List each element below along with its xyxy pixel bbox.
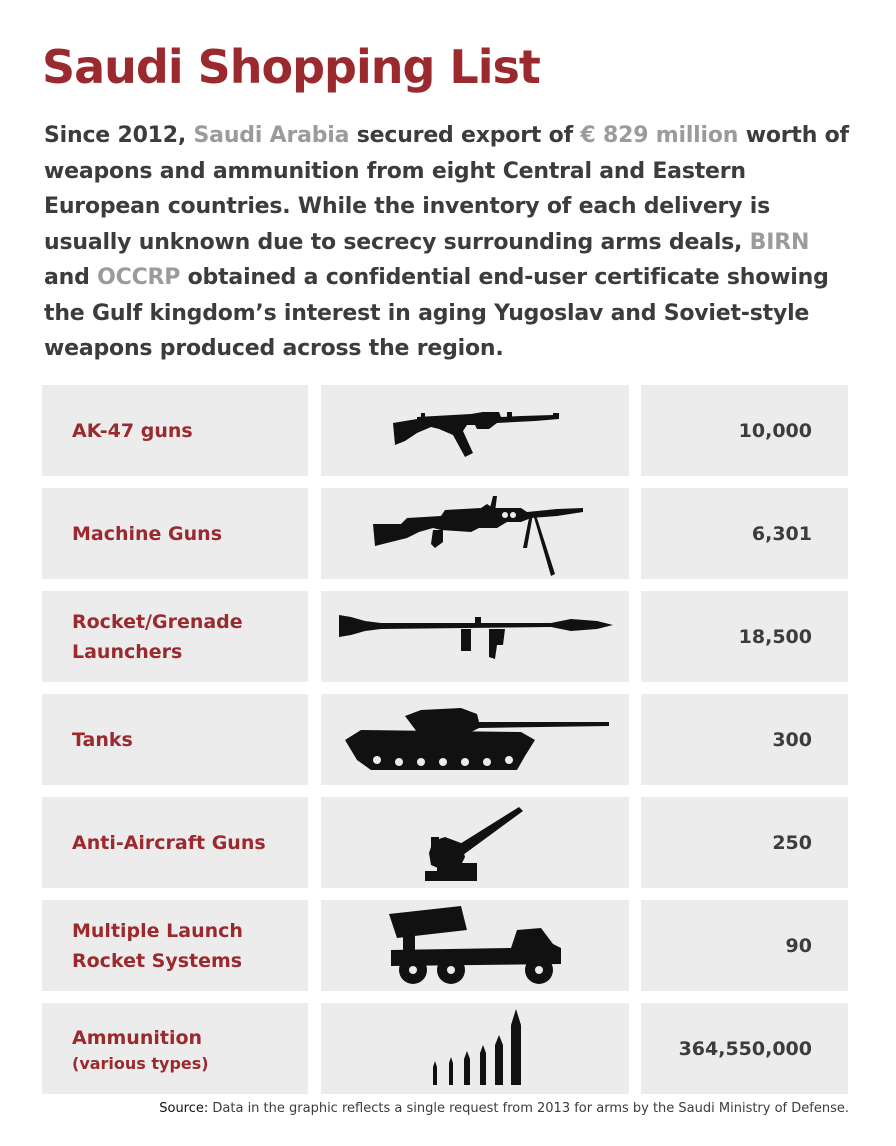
label-cell <box>42 591 308 682</box>
row-value: 364,550,000 <box>678 1037 812 1060</box>
table-row <box>42 385 848 476</box>
table-row <box>42 694 848 785</box>
row-value: 18,500 <box>738 625 812 648</box>
source-text: Data in the graphic reflects a single request from 2013 for arms by the Saudi Ministry of Defense. <box>208 1101 849 1116</box>
row-label: Ammunition (various types) <box>72 1026 209 1073</box>
intro-text-2: secured export of <box>349 123 581 148</box>
intro-text-4: and <box>44 265 98 290</box>
machine-gun-icon <box>321 488 629 579</box>
value-cell <box>641 385 848 476</box>
label-cell <box>42 797 308 888</box>
highlight-saudi-arabia: Saudi Arabia <box>193 123 350 148</box>
row-value: 250 <box>772 831 812 854</box>
row-label: Machine Guns <box>72 522 223 545</box>
row-value: 10,000 <box>738 419 812 442</box>
intro-text-3: worth of weapons and ammunition from eight Central and Eastern European countries. While the inventory of each delivery is usually unknown due to secrecy surrounding arms deals, <box>44 123 849 255</box>
label-cell <box>42 488 308 579</box>
row-label: AK-47 guns <box>72 419 193 442</box>
ammunition-icon <box>321 1003 629 1094</box>
icon-cell <box>321 694 629 785</box>
tank-icon <box>321 694 629 785</box>
rocket-truck-icon <box>321 900 629 991</box>
highlight-amount: € 829 million <box>580 123 739 148</box>
row-label: Rocket/Grenade Launchers <box>72 610 243 663</box>
value-cell <box>641 694 848 785</box>
value-cell <box>641 900 848 991</box>
table-row <box>42 900 848 991</box>
value-cell <box>641 488 848 579</box>
value-cell <box>641 797 848 888</box>
label-cell <box>42 900 308 991</box>
row-label: Tanks <box>72 728 133 751</box>
label-cell <box>42 694 308 785</box>
intro-text-1: Since 2012, <box>44 123 194 148</box>
anti-aircraft-gun-icon <box>321 797 629 888</box>
row-label: Anti-Aircraft Guns <box>72 831 266 854</box>
value-cell <box>641 1003 848 1094</box>
icon-cell <box>321 797 629 888</box>
row-value: 6,301 <box>751 522 812 545</box>
icon-cell <box>321 591 629 682</box>
intro-text-5: obtained a confidential end-user certificate showing the Gulf kingdom’s interest in aging Yugoslav and Soviet-style weapons produced across the region. <box>44 265 829 361</box>
icon-cell <box>321 488 629 579</box>
label-cell <box>42 385 308 476</box>
table-row <box>42 488 848 579</box>
label-cell <box>42 1003 308 1094</box>
icon-cell <box>321 1003 629 1094</box>
value-cell <box>641 591 848 682</box>
row-label: Multiple Launch Rocket Systems <box>72 919 243 972</box>
table-row <box>42 797 848 888</box>
table-row <box>42 1003 848 1094</box>
icon-cell <box>321 385 629 476</box>
row-value: 90 <box>785 934 812 957</box>
source-label: Source: <box>159 1101 209 1116</box>
rocket-launcher-icon <box>321 591 629 682</box>
page-title: Saudi Shopping List <box>42 40 540 94</box>
assault-rifle-icon <box>321 385 629 476</box>
table-row <box>42 591 848 682</box>
source-note <box>159 1101 849 1116</box>
row-value: 300 <box>772 728 812 751</box>
intro-paragraph <box>44 118 854 367</box>
icon-cell <box>321 900 629 991</box>
highlight-birn: BIRN <box>749 229 810 255</box>
highlight-occrp: OCCRP <box>97 265 181 290</box>
